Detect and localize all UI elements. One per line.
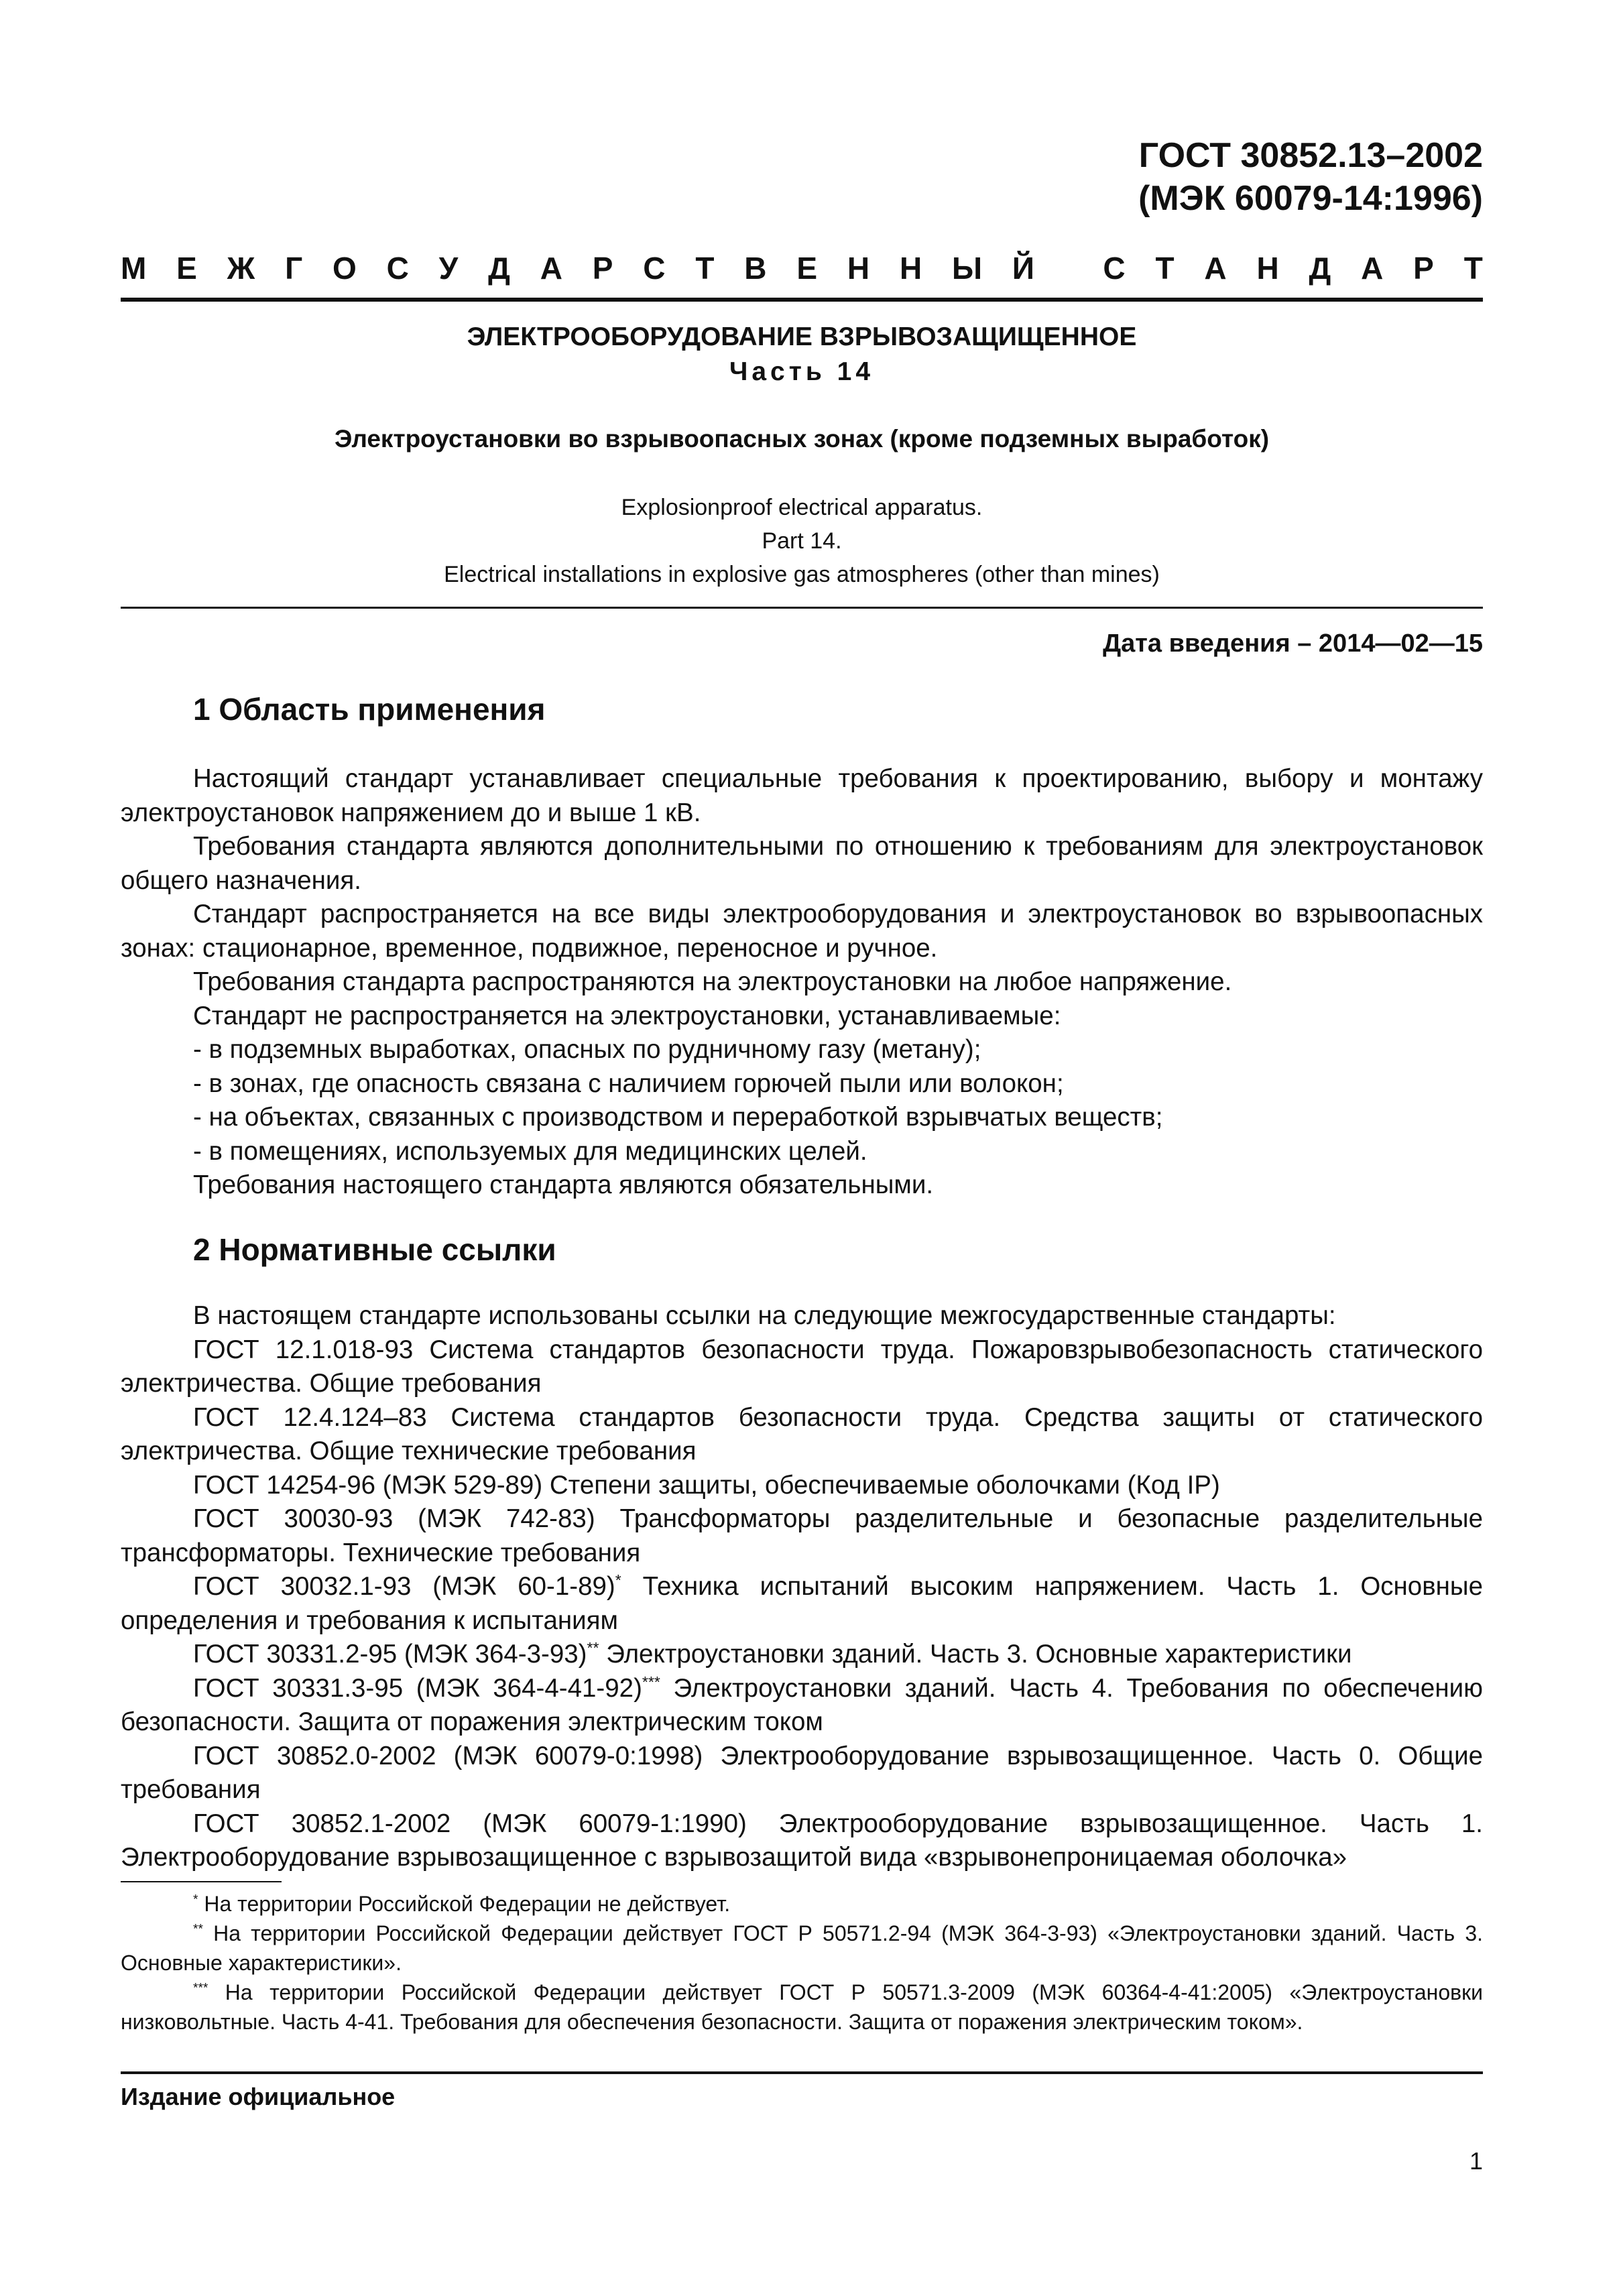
english-part-line: Part 14. bbox=[762, 528, 842, 554]
footer-divider bbox=[121, 2071, 1483, 2074]
interstate-letter: С bbox=[386, 251, 409, 286]
introduction-date: Дата введения – 2014—02—15 bbox=[1103, 629, 1483, 658]
footnote-mark: ** bbox=[193, 1922, 203, 1937]
footnotes bbox=[121, 1889, 1483, 2037]
paragraph: Стандарт не распространяется на электроустановки, устанавливаемые: bbox=[193, 1001, 1061, 1030]
section-heading: 2 Нормативные ссылки bbox=[193, 1232, 556, 1267]
interstate-letter: М bbox=[121, 251, 147, 286]
reference-item: ГОСТ 30852.1-2002 (МЭК 60079-1:1990) Электрооборудование взрывозащищенное. Часть 1. Электрооборудование взрывозащищенное с взрывозащитой вида «взрывонепроницаемая оболочка» bbox=[121, 1809, 1483, 1872]
interstate-letter: Р bbox=[1413, 251, 1434, 286]
interstate-letter: Н bbox=[847, 251, 870, 286]
reference-title: Электроустановки зданий. Часть 4. Требования по обеспечению безопасности. Защита от поражения электрическим током bbox=[121, 1673, 1483, 1736]
interstate-letter: Н bbox=[899, 251, 922, 286]
footnote-text: На территории Российской Федерации действует ГОСТ Р 50571.2-94 (МЭК 364-3-93) «Электроустановки зданий. Часть 3. Основные характеристики». bbox=[121, 1921, 1483, 1975]
footnote-text: На территории Российской Федерации действует ГОСТ Р 50571.3-2009 (МЭК 60364-4-41:2005) «Электроустановки низковольтные. Часть 4-41. Требования для обеспечения безопасности. Защита от поражения электрическим током». bbox=[121, 1980, 1483, 2034]
reference-item: ГОСТ 30030-93 (МЭК 742-83) Трансформаторы разделительные и безопасные разделительные трансформаторы. Технические требования bbox=[121, 1504, 1483, 1567]
interstate-letter: А bbox=[1361, 251, 1384, 286]
reference-item bbox=[121, 1672, 1483, 1740]
standard-designation bbox=[1138, 134, 1483, 220]
document-part: Часть 14 bbox=[729, 357, 875, 386]
interstate-letter: С bbox=[1103, 251, 1126, 286]
list-item: - в подземных выработках, опасных по рудничному газу (метану); bbox=[193, 1035, 981, 1064]
interstate-letter: А bbox=[540, 251, 562, 286]
paragraph: Настоящий стандарт устанавливает специальные требования к проектированию, выбору и монтажу электроустановок напряжением до и выше 1 кВ. bbox=[121, 764, 1483, 827]
english-subtitle-line: Electrical installations in explosive gas atmospheres (other than mines) bbox=[444, 562, 1160, 587]
interstate-letter: О bbox=[332, 251, 357, 286]
english-title-line: Explosionproof electrical apparatus. bbox=[621, 495, 983, 520]
footnote bbox=[121, 1889, 1483, 1919]
interstate-letter: Р bbox=[592, 251, 613, 286]
interstate-letter: Т bbox=[1463, 251, 1483, 286]
interstate-letter: Е bbox=[796, 251, 818, 286]
footnote bbox=[121, 1919, 1483, 1978]
section-heading: 1 Область применения bbox=[193, 692, 546, 727]
interstate-letter: С bbox=[643, 251, 666, 286]
reference-designation: ГОСТ 30032.1-93 (МЭК 60-1-89) bbox=[193, 1572, 615, 1601]
edition-label: Издание официальное bbox=[121, 2083, 396, 2110]
interstate-letter: Н bbox=[1256, 251, 1279, 286]
reference-item bbox=[121, 1638, 1483, 1672]
paragraph: Требования стандарта являются дополнительными по отношению к требованиям для электроустановок общего назначения. bbox=[121, 832, 1483, 895]
interstate-letter: А bbox=[1204, 251, 1227, 286]
paragraph: В настоящем стандарте использованы ссылки на следующие межгосударственные стандарты: bbox=[193, 1301, 1336, 1330]
section-2-body bbox=[121, 1299, 1483, 1875]
title-divider bbox=[121, 607, 1483, 609]
interstate-letter: Й bbox=[1012, 251, 1034, 286]
reference-designation: ГОСТ 30331.3-95 (МЭК 364-4-41-92) bbox=[193, 1673, 642, 1703]
interstate-letter: Г bbox=[285, 251, 303, 286]
reference-title: Электроустановки зданий. Часть 3. Основные характеристики bbox=[599, 1640, 1352, 1669]
paragraph: Стандарт распространяется на все виды электрооборудования и электроустановок во взрывоопасных зонах: стационарное, временное, подвижное, переносное и ручное. bbox=[121, 900, 1483, 963]
interstate-letter: Д bbox=[1309, 251, 1331, 286]
footnote-separator bbox=[121, 1881, 282, 1882]
heading-divider bbox=[121, 298, 1483, 302]
document-title: ЭЛЕКТРООБОРУДОВАНИЕ ВЗРЫВОЗАЩИЩЕННОЕ bbox=[467, 322, 1137, 351]
reference-item: ГОСТ 14254-96 (МЭК 529-89) Степени защиты, обеспечиваемые оболочками (Код IP) bbox=[193, 1470, 1220, 1500]
footnote-mark: * bbox=[615, 1571, 621, 1589]
list-item: - в зонах, где опасность связана с наличием горючей пыли или волокон; bbox=[193, 1069, 1064, 1098]
reference-item bbox=[121, 1570, 1483, 1638]
paragraph: Требования настоящего стандарта являются обязательными. bbox=[193, 1170, 934, 1199]
gost-number: ГОСТ 30852.13–2002 bbox=[1138, 136, 1483, 175]
footnote-mark: * bbox=[193, 1892, 198, 1907]
footnote-text: На территории Российской Федерации не действует. bbox=[198, 1892, 731, 1916]
interstate-standard-heading bbox=[121, 248, 1483, 288]
reference-item: ГОСТ 12.4.124–83 Система стандартов безопасности труда. Средства защиты от статического электричества. Общие технические требования bbox=[121, 1402, 1483, 1465]
section-1-body bbox=[121, 762, 1483, 1203]
interstate-letter: Ы bbox=[952, 251, 983, 286]
interstate-letter: У bbox=[438, 251, 459, 286]
footnote bbox=[121, 1978, 1483, 2037]
footnote-mark: *** bbox=[642, 1673, 660, 1691]
document-page bbox=[121, 0, 1483, 2296]
interstate-letter: В bbox=[744, 251, 767, 286]
word-gap bbox=[1065, 248, 1073, 288]
reference-designation: ГОСТ 30331.2-95 (МЭК 364-3-93) bbox=[193, 1640, 587, 1669]
reference-item: ГОСТ 30852.0-2002 (МЭК 60079-0:1998) Электрооборудование взрывозащищенное. Часть 0. Общие требования bbox=[121, 1741, 1483, 1804]
interstate-letter: Ж bbox=[227, 251, 255, 286]
page-number: 1 bbox=[1469, 2147, 1483, 2175]
footnote-mark: *** bbox=[193, 1981, 208, 1996]
footnote-mark: ** bbox=[587, 1639, 599, 1657]
iec-number: (МЭК 60079-14:1996) bbox=[1138, 179, 1483, 218]
interstate-letter: Т bbox=[695, 251, 715, 286]
list-item: - на объектах, связанных с производством и переработкой взрывчатых веществ; bbox=[193, 1103, 1163, 1132]
list-item: - в помещениях, используемых для медицинских целей. bbox=[193, 1136, 867, 1166]
reference-item: ГОСТ 12.1.018-93 Система стандартов безопасности труда. Пожаровзрывобезопасность статического электричества. Общие требования bbox=[121, 1335, 1483, 1398]
interstate-letter: Т bbox=[1155, 251, 1175, 286]
reference-title: Техника испытаний высоким напряжением. Часть 1. Основные определения и требования к испытаниям bbox=[121, 1572, 1483, 1635]
interstate-letter: Д bbox=[488, 251, 510, 286]
document-subtitle: Электроустановки во взрывоопасных зонах (кроме подземных выработок) bbox=[334, 425, 1270, 452]
interstate-letter: Е bbox=[176, 251, 197, 286]
paragraph: Требования стандарта распространяются на электроустановки на любое напряжение. bbox=[193, 967, 1232, 996]
